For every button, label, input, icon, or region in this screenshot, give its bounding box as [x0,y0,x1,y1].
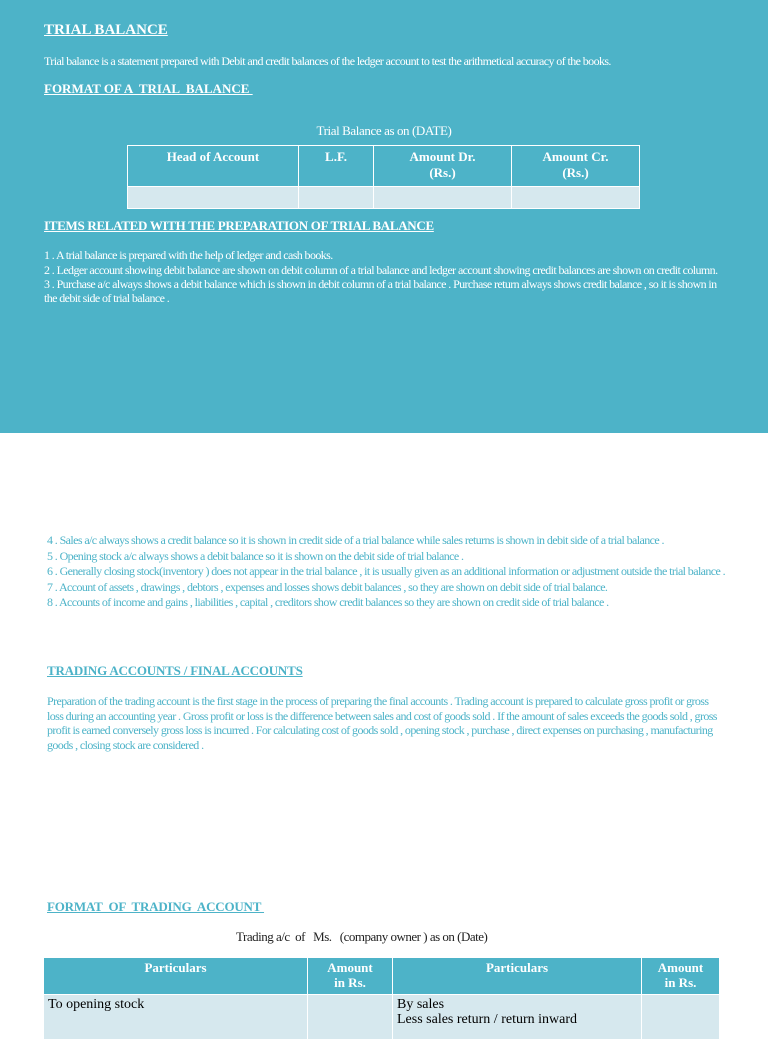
table-header: Amount Cr. (Rs.) [512,146,640,187]
items-list-bottom [47,533,727,611]
list-item: 7 . Account of assets , drawings , debtors , expenses and losses shows debit balances , so they are shown on debit side of trial balance. [47,579,608,594]
table-header: Particulars [393,958,642,995]
trial-balance-title: TRIAL BALANCE [44,22,168,38]
list-item: 6 . Generally closing stock(inventory ) does not appear in the trial balance , it is usually given as an additional information or adjustment outside the trial balance . [47,564,726,578]
trading-accounts-paragraph: Preparation of the trading account is the first stage in the process of preparing the final accounts . Trading account is prepared to calculate gross profit or gross loss during an accounting year . Gross profit or loss is the difference between sales and cost of goods sold . If the amount of sales exceeds the goods sold , gross profit is earned conversely gross loss is incurred . For calculating cost of goods sold , opening stock , purchase , direct expenses on purchasing , manufacturing goods , closing stock are considered . [47,694,717,753]
trial-balance-table [127,145,640,209]
trading-account-table [43,957,720,1040]
trial-balance-format-title: FORMAT OF A TRIAL BALANCE [44,81,253,96]
items-title: ITEMS RELATED WITH THE PREPARATION OF TRIAL BALANCE [44,218,434,233]
list-item: 8 . Accounts of income and gains , liabilities , capital , creditors show credit balances so they are shown on credit side of trial balance . [47,595,609,609]
trading-table-caption: Trading a/c of Ms. (company owner ) as on (Date) [236,929,488,944]
trial-balance-table-caption: Trial Balance as on (DATE) [316,123,452,138]
trial-balance-intro: Trial balance is a statement prepared with Debit and credit balances of the ledger account to test the arithmetical accuracy of the books. [44,54,611,68]
table-header: L.F. [299,146,374,187]
table-header: Amount Dr. (Rs.) [374,146,512,187]
table-header: Particulars [44,958,308,995]
table-cell [512,187,640,209]
table-cell [299,187,374,209]
table-row [44,995,720,1040]
list-item: 2 . Ledger account showing debit balance are shown on debit column of a trial balance and ledger account showing credit balances are shown on credit column. [44,262,718,277]
table-row [128,187,640,209]
table-cell [374,187,512,209]
table-cell [642,995,720,1040]
list-item: 5 . Opening stock a/c always shows a debit balance so it is shown on the debit side of trial balance . [47,548,464,563]
trading-format-title: FORMAT OF TRADING ACCOUNT [47,899,265,914]
table-header: Amount in Rs. [642,958,720,995]
table-cell: By sales Less sales return / return inward [393,995,642,1040]
table-header: Amount in Rs. [308,958,393,995]
table-cell [128,187,299,209]
list-item: 1 . A trial balance is prepared with the help of ledger and cash books. [44,248,333,262]
trading-accounts-title: TRADING ACCOUNTS / FINAL ACCOUNTS [47,663,303,678]
table-header: Head of Account [128,146,299,187]
top-panel [0,0,768,433]
list-item: 4 . Sales a/c always shows a credit balance so it is shown in credit side of a trial balance while sales returns is shown in debit side of a trial balance . [47,533,664,547]
table-cell: To opening stock [44,995,308,1040]
items-list-top [44,249,724,306]
list-item: 3 . Purchase a/c always shows a debit balance which is shown in debit column of a trial balance . Purchase return always shows credit balance , so it is shown in the debit side of trial balance . [44,277,717,305]
table-cell [308,995,393,1040]
